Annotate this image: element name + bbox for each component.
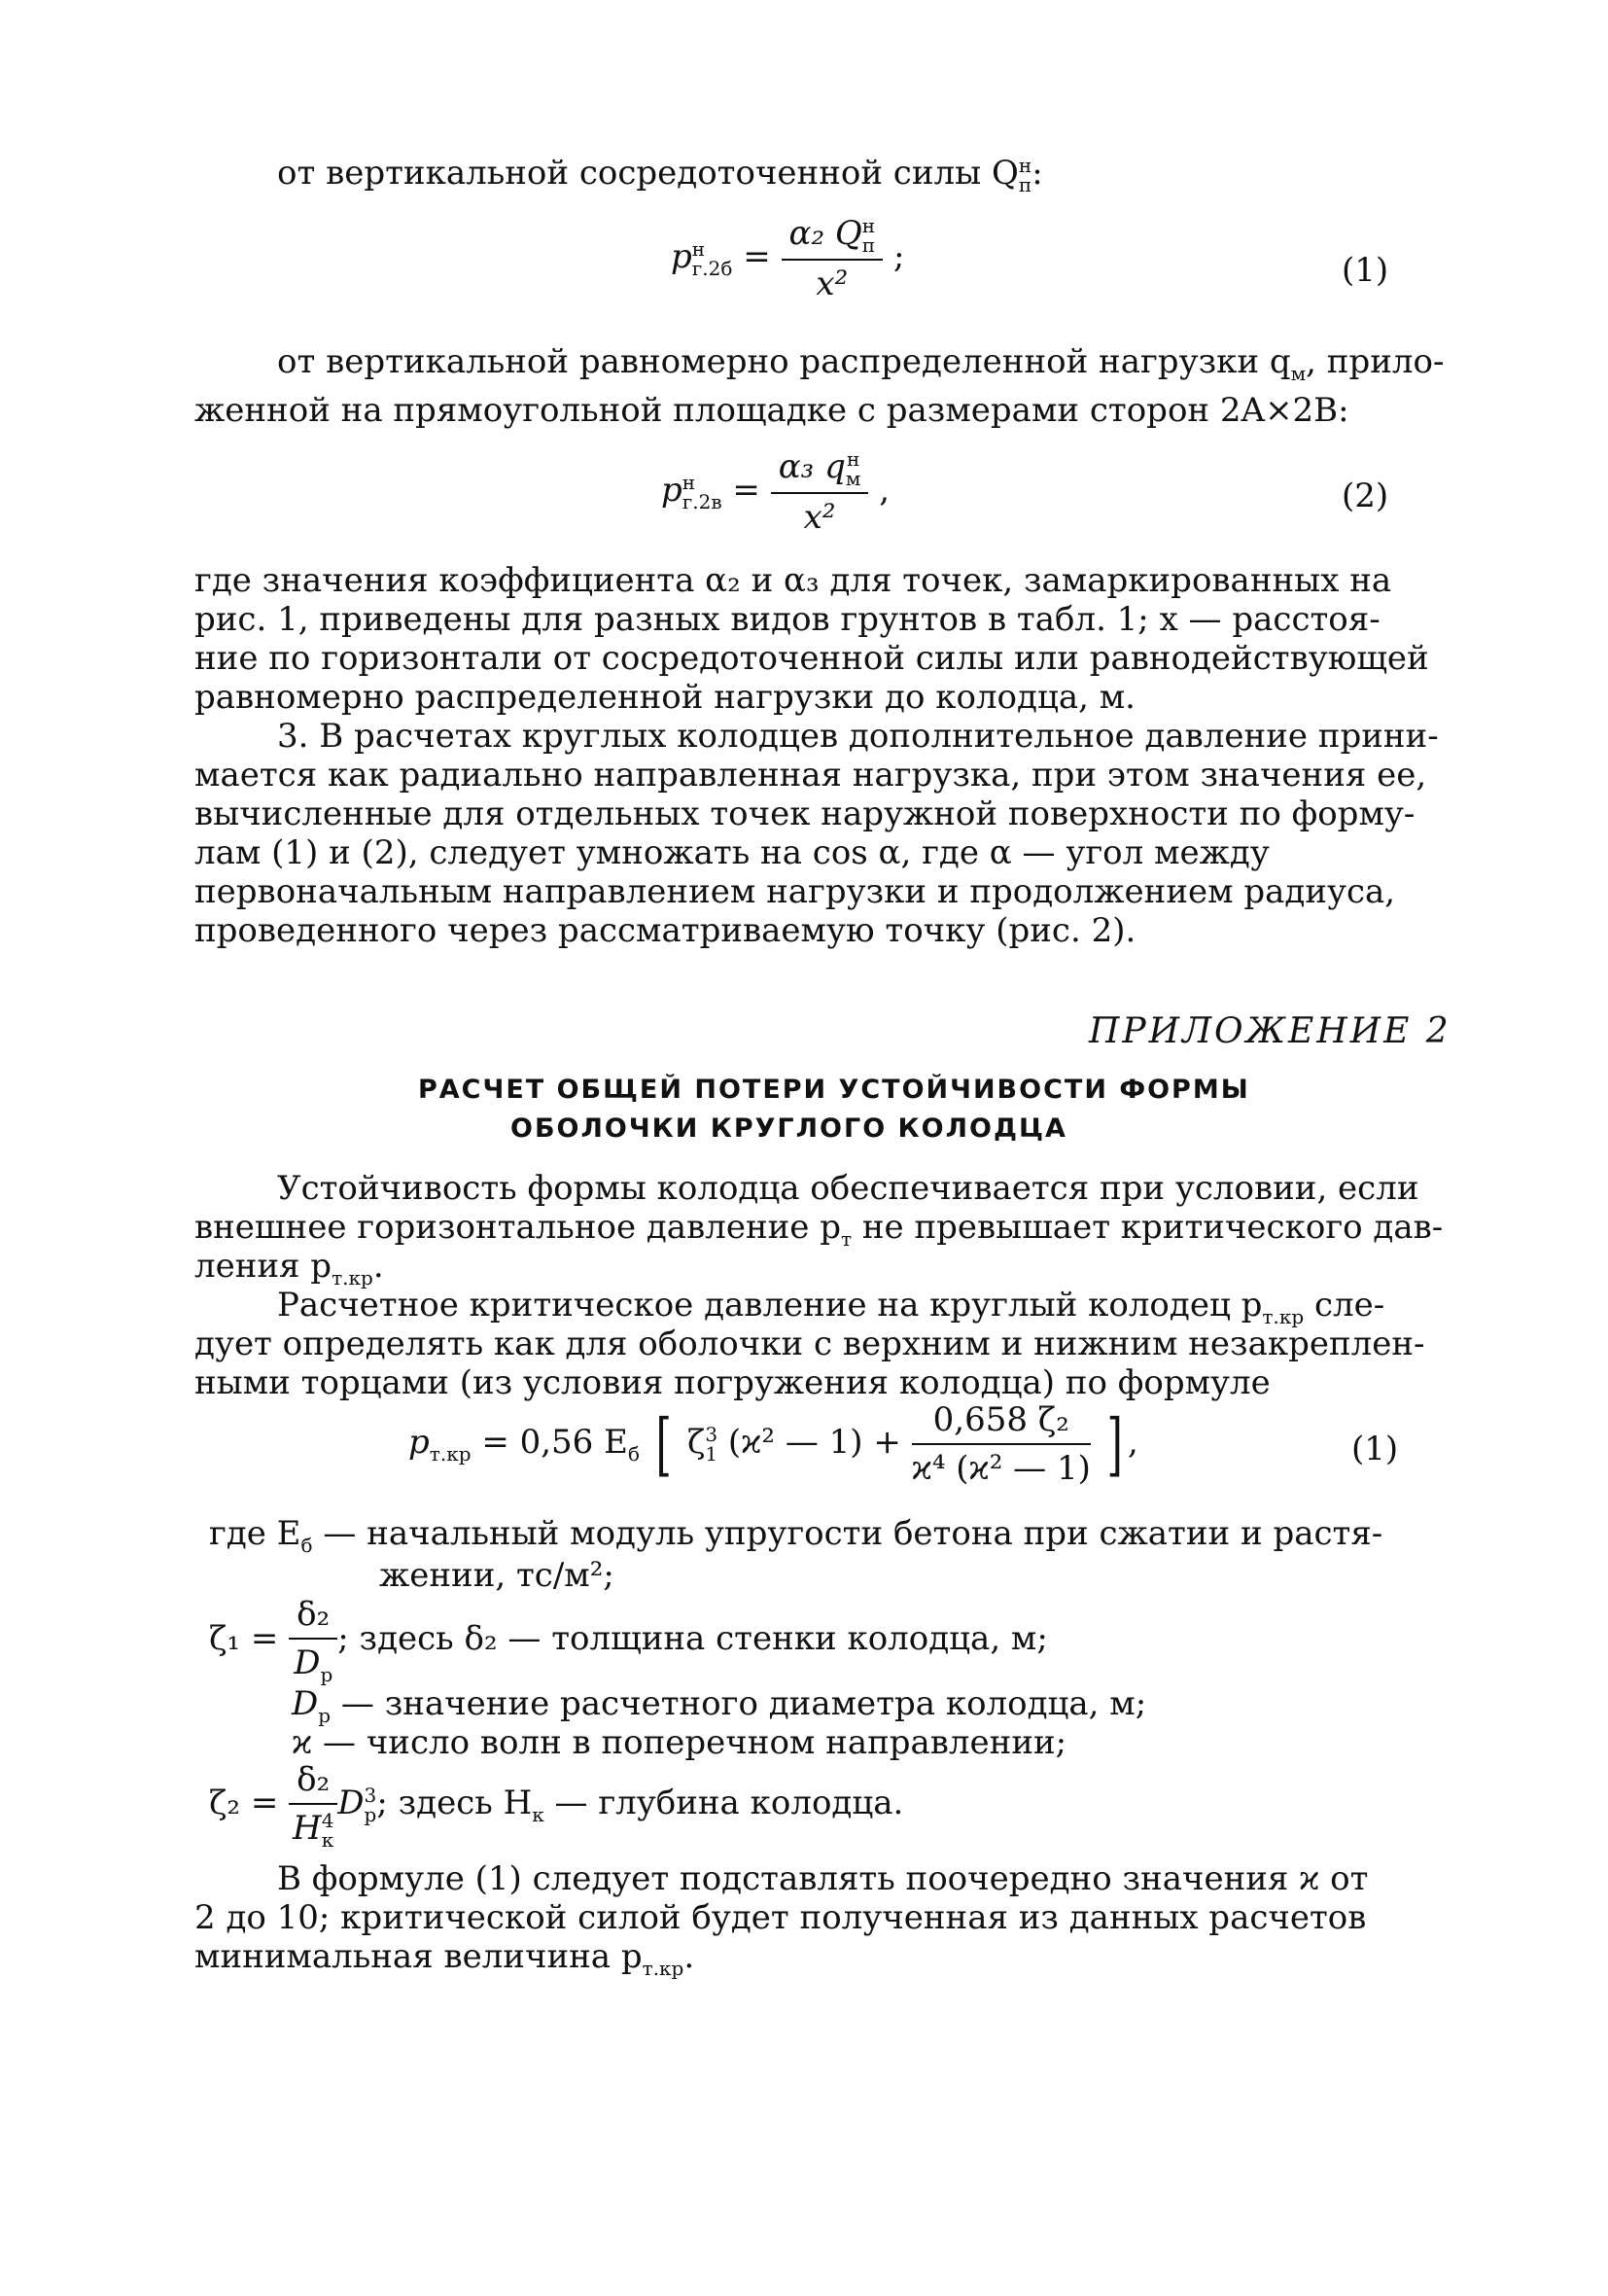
final-sub: т.кр <box>642 1956 684 1980</box>
formula-1 <box>671 214 904 303</box>
where-end1: — начальный модуль упругости бетона при сжатии и растя- <box>312 1514 1383 1553</box>
qm-sub: м <box>1290 361 1307 385</box>
formula3-num: 0,658 ζ₂ <box>912 1400 1091 1445</box>
formula-3 <box>408 1400 1138 1488</box>
formula2-lhs: p <box>661 471 682 510</box>
dp-text: — значение расчетного диаметра колодца, м; <box>331 1684 1147 1723</box>
zeta2-mid: D <box>337 1784 365 1822</box>
q-indices <box>1019 156 1031 194</box>
intro-end: : <box>1031 154 1043 193</box>
formula3-tail: , <box>1128 1423 1138 1462</box>
formula3-coef: = 0,56 E <box>481 1423 628 1462</box>
para5-line3 <box>194 1247 384 1289</box>
para4-line4: лам (1) и (2), следует умножать на cos α, где α — угол между <box>194 833 1270 872</box>
para6-sub: т.кр <box>1262 1304 1305 1328</box>
para4-line6: проведенного через рассматриваемую точку (рис. 2). <box>194 911 1136 950</box>
final-line3 <box>194 1937 695 1980</box>
dp-sub: р <box>318 1703 332 1727</box>
para6-line1 <box>277 1286 1385 1328</box>
formula-2 <box>661 447 890 537</box>
para5-end2: не превышает критического дав- <box>852 1208 1444 1247</box>
zeta1-text: ; здесь δ₂ — толщина стенки колодца, м; <box>337 1618 1048 1658</box>
zeta1-den-sub: р <box>320 1662 333 1686</box>
where-line1 <box>209 1514 1383 1557</box>
formula1-lhs-sup: н <box>691 237 706 261</box>
formula1-num-sup: н <box>861 214 876 237</box>
heading-line2: ОБОЛОЧКИ КРУГЛОГО КОЛОДЦА <box>510 1113 1067 1144</box>
para6-text1: Расчетное критическое давление на круглый колодец p <box>277 1286 1263 1325</box>
formula1-fraction <box>782 214 884 303</box>
formula3-zeta1: ζ <box>686 1423 706 1462</box>
zeta1-fraction <box>289 1595 337 1686</box>
formula1-lhs-sub: г.2б <box>691 257 733 280</box>
formula2-number: (2) <box>1342 477 1389 515</box>
formula3-open-bracket: [ <box>655 1404 672 1484</box>
para2-line1 <box>277 342 1445 385</box>
para2-end1: , прило- <box>1306 342 1445 381</box>
para2-line2: женной на прямоугольной площадке с размерами сторон 2A×2B: <box>194 391 1349 430</box>
zeta1-den: D <box>294 1643 321 1682</box>
para3-line1: где значения коэффициента α₂ и α₃ для точек, замаркированных на <box>194 561 1392 600</box>
formula1-num: α₂ Q <box>788 214 862 253</box>
formula3-fraction <box>912 1400 1091 1488</box>
para6-line3: ными торцами (из условия погружения колодца) по формуле <box>194 1363 1271 1402</box>
ptkr-sub: т.кр <box>332 1265 373 1289</box>
zeta1-num: δ₂ <box>289 1595 337 1640</box>
where-line2: жении, тс/м²; <box>379 1556 614 1595</box>
zeta2-den-sub: к <box>321 1828 334 1852</box>
zeta1-lhs: ζ₁ = <box>209 1618 279 1658</box>
formula1-tail: ; <box>892 237 905 276</box>
formula1-number: (1) <box>1342 251 1389 290</box>
para5-end3: . <box>372 1247 384 1286</box>
para5-line2 <box>194 1208 1444 1251</box>
eb-sub: б <box>300 1533 313 1557</box>
final-line1: В формуле (1) следует подставлять поочередно значения ϰ от <box>277 1859 1369 1898</box>
formula3-lhs-sub: т.кр <box>429 1441 472 1466</box>
zeta2-fraction <box>289 1760 337 1850</box>
para3-line3: ние по горизонтали от сосредоточенной силы или равнодействующей <box>194 639 1429 678</box>
zeta2-definition <box>209 1760 903 1850</box>
dp-var: D <box>292 1684 319 1723</box>
formula2-fraction <box>771 447 869 537</box>
zeta2-mid-sub: р <box>364 1803 377 1826</box>
formula2-tail: , <box>879 471 891 510</box>
para5-line1: Устойчивость формы колодца обеспечивается при условии, если <box>277 1169 1419 1208</box>
zeta2-num: δ₂ <box>289 1760 337 1805</box>
para6-line2: дует определять как для оболочки с верхним и нижним незакреплен- <box>194 1325 1425 1363</box>
dp-definition <box>292 1684 1147 1727</box>
para4-line5: первоначальным направлением нагрузки и продолжением радиуса, <box>194 872 1396 911</box>
zeta2-lhs: ζ₂ = <box>209 1784 279 1822</box>
para4-line2: мается как радиально направленная нагрузка, при этом значения ее, <box>194 756 1427 795</box>
para5-text3: ления p <box>194 1247 332 1286</box>
intro-text: от вертикальной сосредоточенной силы Q <box>277 154 1019 193</box>
para6-end1: сле- <box>1304 1286 1385 1325</box>
formula3-number: (1) <box>1351 1430 1399 1468</box>
formula1-den: x² <box>816 265 849 303</box>
para4-line1: 3. В расчетах круглых колодцев дополнительное давление прини- <box>277 717 1439 756</box>
pt-sub: т <box>840 1226 853 1251</box>
para5-text2: внешнее горизонтальное давление p <box>194 1208 841 1247</box>
where-text1: где E <box>209 1514 301 1553</box>
formula2-lhs-sub: г.2в <box>682 490 722 513</box>
formula3-den: ϰ⁴ (ϰ² — 1) <box>911 1449 1091 1488</box>
zeta2-text: ; здесь H <box>376 1784 533 1822</box>
q-sup: н <box>1018 154 1032 177</box>
formula3-zeta1-sub: 1 <box>705 1442 718 1466</box>
appendix-label: ПРИЛОЖЕНИЕ 2 <box>1089 1011 1451 1051</box>
formula3-paren: (ϰ² — 1) + <box>727 1423 901 1462</box>
zeta2-text-end: — глубина колодца. <box>543 1784 904 1822</box>
zeta2-text-sub: к <box>532 1802 544 1826</box>
para3-line2: рис. 1, приведены для разных видов грунтов в табл. 1; x — расстоя- <box>194 600 1381 639</box>
formula1-num-sub: п <box>861 233 876 257</box>
final-end: . <box>683 1937 695 1976</box>
formula2-eq: = <box>732 471 760 510</box>
para2-text1: от вертикальной равномерно распределенной нагрузки q <box>277 342 1291 381</box>
para4-line3: вычисленные для отдельных точек наружной поверхности по форму- <box>194 795 1416 833</box>
formula1-lhs: p <box>671 237 692 276</box>
formula3-close-bracket: ] <box>1106 1404 1123 1484</box>
q-sub: п <box>1018 173 1032 196</box>
formula2-lhs-sup: н <box>682 471 696 494</box>
formula2-den: x² <box>803 498 836 537</box>
zeta2-mid-sup: 3 <box>364 1784 377 1807</box>
heading-line1: РАСЧЕТ ОБЩЕЙ ПОТЕРИ УСТОЙЧИВОСТИ ФОРМЫ <box>418 1075 1250 1105</box>
formula3-lhs: p <box>408 1423 430 1462</box>
formula2-num: α₃ q <box>778 447 846 486</box>
formula2-num-sup: н <box>847 447 860 471</box>
formula2-num-sub: м <box>845 467 861 490</box>
intro-line <box>277 156 1043 194</box>
zeta2-den-sup: 4 <box>321 1809 334 1832</box>
para3-line4: равномерно распределенной нагрузки до колодца, м. <box>194 678 1136 717</box>
zeta2-den: H <box>293 1809 322 1848</box>
kappa-definition: ϰ — число волн в поперечном направлении; <box>292 1723 1067 1762</box>
formula1-eq: = <box>743 237 771 276</box>
formula3-e-sub: б <box>627 1441 640 1466</box>
zeta1-definition <box>209 1595 1048 1686</box>
formula3-zeta1-sup: 3 <box>705 1423 718 1446</box>
final-text3: минимальная величина p <box>194 1937 643 1976</box>
final-line2: 2 до 10; критической силой будет полученная из данных расчетов <box>194 1898 1367 1937</box>
